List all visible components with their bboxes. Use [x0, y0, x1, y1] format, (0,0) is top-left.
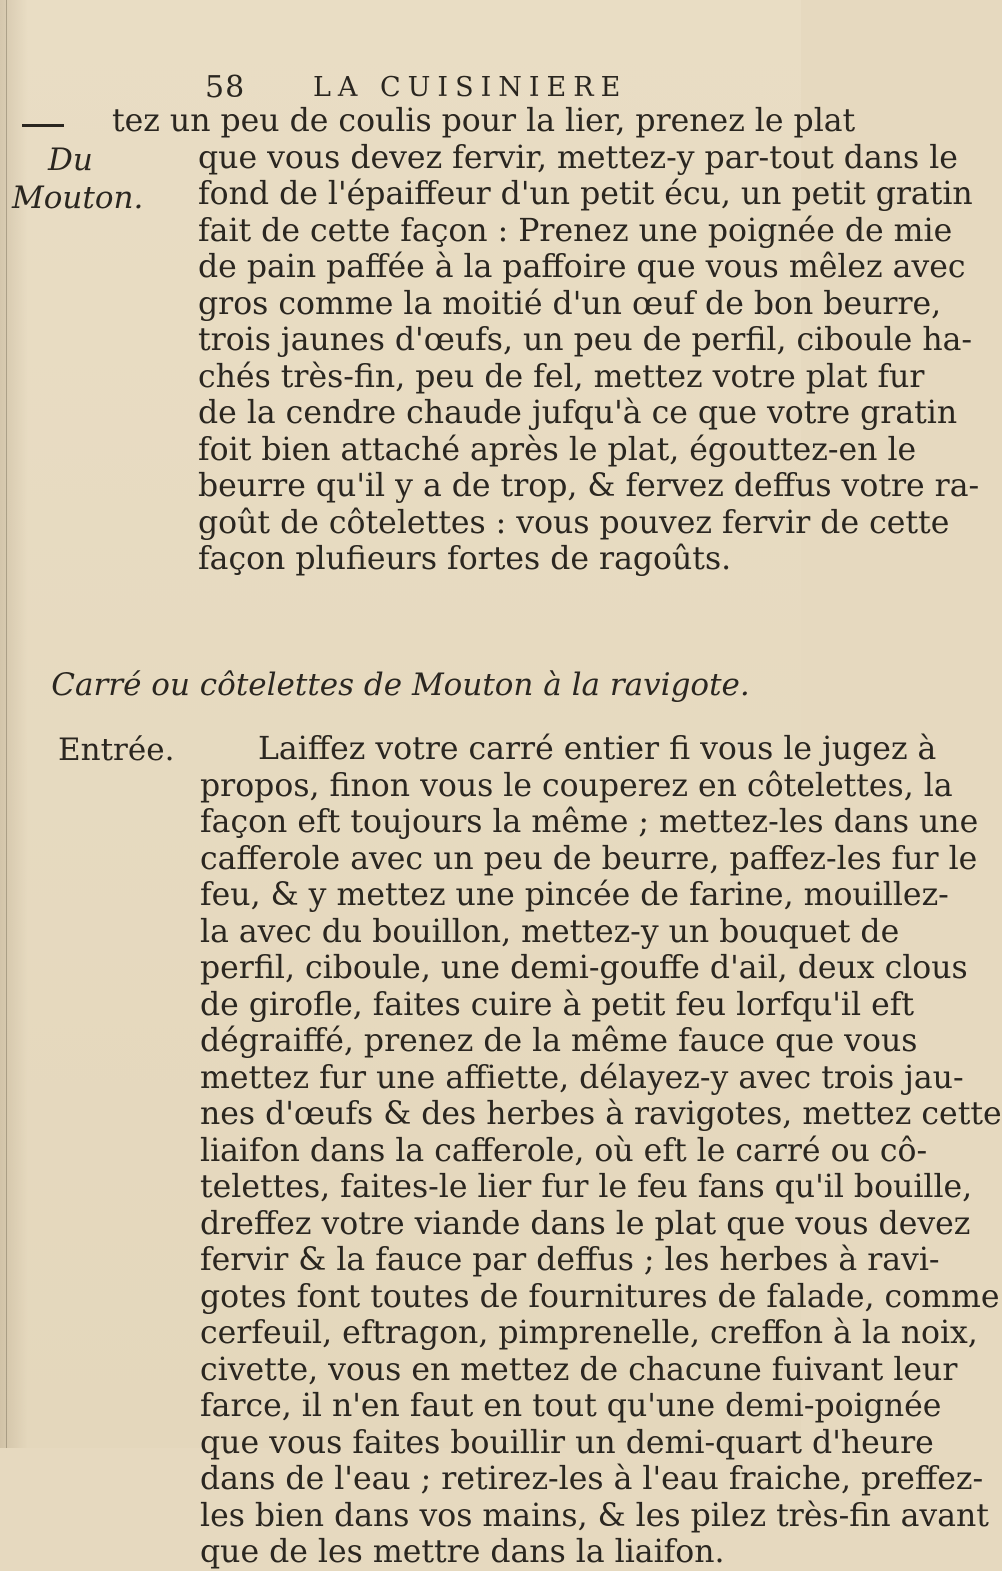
- margin-note-mouton: Mouton.: [12, 180, 144, 216]
- text-line: propos, finon vous le couperez en côtelettes, la: [200, 767, 953, 804]
- text-line: nes d'œufs & des herbes à ravigotes, mettez cette: [200, 1096, 1002, 1132]
- text-line: Laiffez votre carré entier fi vous le jugez à: [258, 731, 937, 767]
- text-line: que de les mettre dans la liaifon.: [200, 1534, 725, 1570]
- text-line: façon plufieurs fortes de ragoûts.: [198, 541, 732, 577]
- margin-note-du: Du: [48, 142, 93, 178]
- text-line: dans de l'eau ; retirez-les à l'eau fraiche, preffez-: [200, 1461, 984, 1497]
- text-line: dreffez votre viande dans le plat que vous devez: [200, 1205, 971, 1242]
- text-line: tez un peu de coulis pour la lier, prenez le plat: [112, 103, 856, 139]
- text-line: fait de cette façon : Prenez une poignée de mie: [198, 212, 953, 249]
- text-line: goût de côtelettes : vous pouvez fervir de cette: [198, 504, 950, 541]
- section-1-text: [112, 103, 980, 578]
- page-number: 58: [205, 70, 246, 105]
- text-line: feu, & y mettez une pincée de farine, mouillez-: [200, 877, 949, 913]
- text-line: que vous devez fervir, mettez-y par-tout dans le: [198, 139, 958, 176]
- page-edge-shadow: [6, 0, 7, 1448]
- text-line: mettez fur une affiette, délayez-y avec trois jau-: [200, 1059, 964, 1096]
- text-line: trois jaunes d'œufs, un peu de perfil, ciboule ha-: [198, 322, 973, 358]
- running-head: LA CUISINIERE: [313, 72, 628, 103]
- text-line: de girofle, faites cuire à petit feu lorfqu'il eft: [200, 986, 915, 1023]
- text-line: chés très-fin, peu de fel, mettez votre plat fur: [198, 358, 925, 395]
- text-line: la avec du bouillon, mettez-y un bouquet de: [200, 913, 900, 950]
- section-rule: [22, 124, 64, 127]
- text-line: de pain paffée à la paffoire que vous mêlez avec: [198, 249, 966, 285]
- text-line: les bien dans vos mains, & les pilez très-fin avant: [200, 1497, 989, 1534]
- text-line: foit bien attaché après le plat, égouttez-en le: [198, 431, 917, 468]
- text-line: de la cendre chaude jufqu'à ce que votre gratin: [198, 395, 958, 431]
- text-line: civette, vous en mettez de chacune fuivant leur: [200, 1351, 958, 1388]
- text-line: telettes, faites-le lier fur le feu fans qu'il bouille,: [200, 1169, 973, 1205]
- text-line: dégraiffé, prenez de la même fauce que vous: [200, 1023, 918, 1059]
- text-line: beurre qu'il y a de trop, & fervez deffus votre ra-: [198, 468, 980, 504]
- text-line: gros comme la moitié d'un œuf de bon beurre,: [198, 285, 942, 322]
- text-line: cerfeuil, eftragon, pimprenelle, creffon à la noix,: [200, 1315, 978, 1351]
- margin-note-entree: Entrée.: [58, 732, 175, 768]
- text-line: perfil, ciboule, une demi-gouffe d'ail, deux clous: [200, 950, 968, 986]
- text-line: gotes font toutes de fournitures de falade, comme: [200, 1278, 1000, 1315]
- text-line: façon eft toujours la même ; mettez-les dans une: [200, 804, 979, 840]
- text-line: liaifon dans la cafferole, où eft le carré ou cô-: [200, 1132, 928, 1169]
- text-line: cafferole avec un peu de beurre, paffez-les fur le: [200, 840, 978, 877]
- text-line: que vous faites bouillir un demi-quart d'heure: [200, 1424, 934, 1461]
- text-line: fervir & la fauce par deffus ; les herbes à ravi-: [200, 1242, 940, 1278]
- text-line: farce, il n'en faut en tout qu'une demi-poignée: [200, 1388, 942, 1424]
- recipe-title: Carré ou côtelettes de Mouton à la ravigote.: [51, 667, 750, 703]
- section-2-text: [140, 731, 1002, 1571]
- text-line: fond de l'épaiffeur d'un petit écu, un petit gratin: [198, 176, 973, 212]
